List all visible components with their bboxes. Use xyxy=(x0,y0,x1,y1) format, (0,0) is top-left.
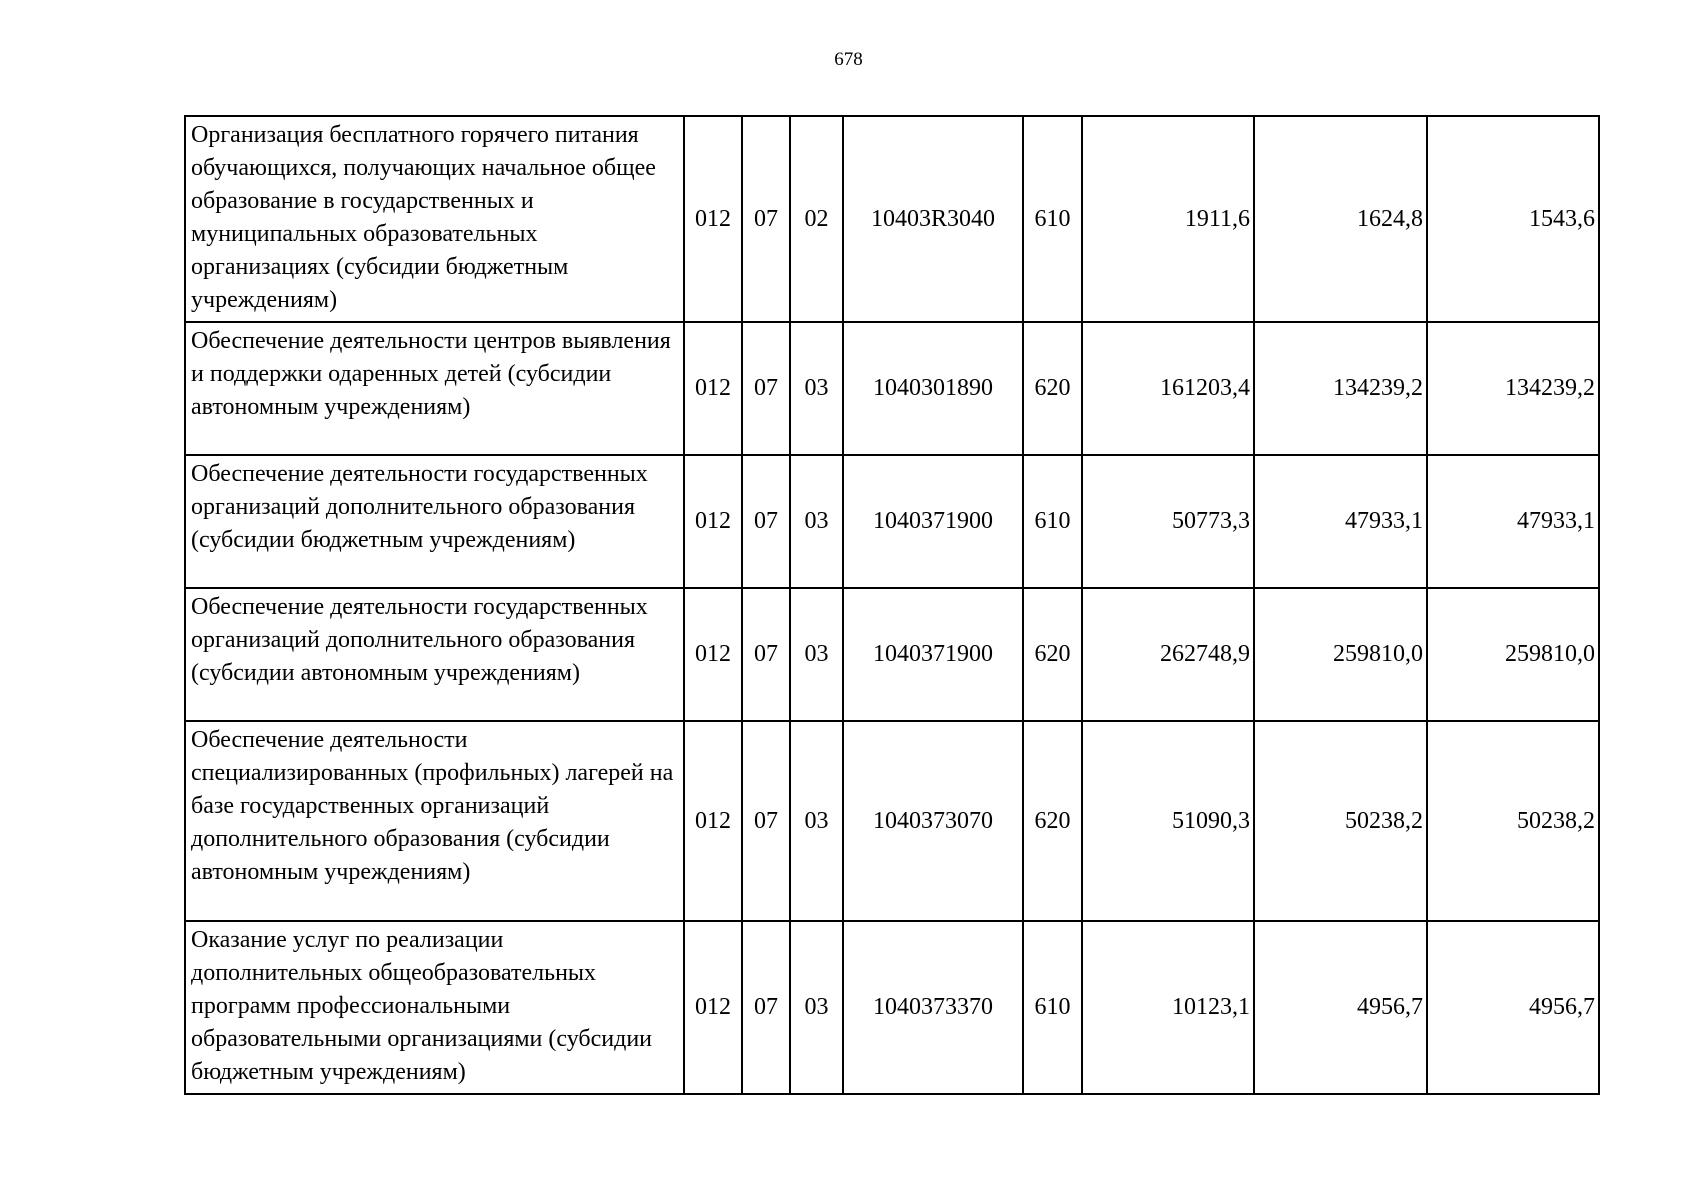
amount-2: 259810,0 xyxy=(1254,588,1427,721)
amount-1: 262748,9 xyxy=(1082,588,1254,721)
amount-2: 134239,2 xyxy=(1254,322,1427,455)
row-description: Обеспечение деятельности специализированных (профильных) лагерей на базе государственных организаций дополнительного образования (субсидии автономным учреждениям) xyxy=(185,721,684,921)
table-row xyxy=(185,921,1599,1094)
table-row xyxy=(185,721,1599,921)
budget-table xyxy=(184,115,1600,1095)
amount-3: 47933,1 xyxy=(1427,455,1599,588)
row-description: Обеспечение деятельности государственных организаций дополнительного образования (субсидии бюджетным учреждениям) xyxy=(185,455,684,588)
ministry-code: 012 xyxy=(684,322,742,455)
ministry-code: 012 xyxy=(684,455,742,588)
table-row xyxy=(185,588,1599,721)
amount-2: 50238,2 xyxy=(1254,721,1427,921)
amount-3: 4956,7 xyxy=(1427,921,1599,1094)
section-code: 07 xyxy=(742,322,790,455)
section-code: 07 xyxy=(742,721,790,921)
target-article-code: 1040373070 xyxy=(843,721,1023,921)
page-number: 678 xyxy=(834,49,863,70)
amount-1: 1911,6 xyxy=(1082,116,1254,322)
subsection-code: 03 xyxy=(790,322,843,455)
amount-3: 134239,2 xyxy=(1427,322,1599,455)
target-article-code: 1040301890 xyxy=(843,322,1023,455)
expense-type-code: 610 xyxy=(1023,116,1082,322)
amount-2: 1624,8 xyxy=(1254,116,1427,322)
section-code: 07 xyxy=(742,588,790,721)
subsection-code: 02 xyxy=(790,116,843,322)
amount-1: 10123,1 xyxy=(1082,921,1254,1094)
ministry-code: 012 xyxy=(684,921,742,1094)
ministry-code: 012 xyxy=(684,721,742,921)
ministry-code: 012 xyxy=(684,588,742,721)
subsection-code: 03 xyxy=(790,588,843,721)
row-description: Обеспечение деятельности центров выявления и поддержки одаренных детей (субсидии автономным учреждениям) xyxy=(185,322,684,455)
row-description: Оказание услуг по реализации дополнительных общеобразовательных программ профессиональными образовательными организациями (субсидии бюджетным учреждениям) xyxy=(185,921,684,1094)
row-description: Организация бесплатного горячего питания обучающихся, получающих начальное общее образование в государственных и муниципальных образовательных организациях (субсидии бюджетным учреждениям) xyxy=(185,116,684,322)
table-row xyxy=(185,322,1599,455)
amount-1: 161203,4 xyxy=(1082,322,1254,455)
target-article-code: 1040373370 xyxy=(843,921,1023,1094)
row-description: Обеспечение деятельности государственных организаций дополнительного образования (субсидии автономным учреждениям) xyxy=(185,588,684,721)
amount-3: 50238,2 xyxy=(1427,721,1599,921)
amount-1: 51090,3 xyxy=(1082,721,1254,921)
ministry-code: 012 xyxy=(684,116,742,322)
section-code: 07 xyxy=(742,921,790,1094)
target-article-code: 1040371900 xyxy=(843,588,1023,721)
amount-3: 259810,0 xyxy=(1427,588,1599,721)
expense-type-code: 610 xyxy=(1023,455,1082,588)
subsection-code: 03 xyxy=(790,455,843,588)
subsection-code: 03 xyxy=(790,721,843,921)
amount-2: 47933,1 xyxy=(1254,455,1427,588)
section-code: 07 xyxy=(742,116,790,322)
expense-type-code: 620 xyxy=(1023,588,1082,721)
table-row xyxy=(185,455,1599,588)
expense-type-code: 620 xyxy=(1023,721,1082,921)
expense-type-code: 610 xyxy=(1023,921,1082,1094)
section-code: 07 xyxy=(742,455,790,588)
subsection-code: 03 xyxy=(790,921,843,1094)
expense-type-code: 620 xyxy=(1023,322,1082,455)
amount-2: 4956,7 xyxy=(1254,921,1427,1094)
amount-1: 50773,3 xyxy=(1082,455,1254,588)
table-row xyxy=(185,116,1599,322)
target-article-code: 1040371900 xyxy=(843,455,1023,588)
target-article-code: 10403R3040 xyxy=(843,116,1023,322)
amount-3: 1543,6 xyxy=(1427,116,1599,322)
